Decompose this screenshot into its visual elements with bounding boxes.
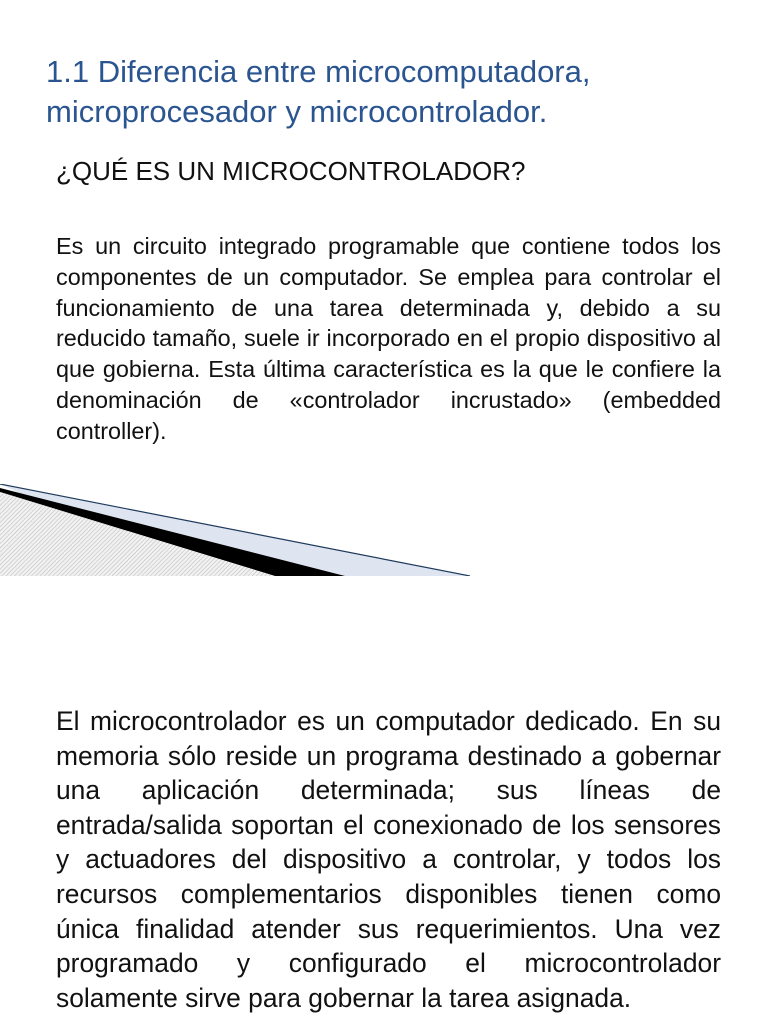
slide-2 [0, 576, 768, 1024]
decorative-swoosh [0, 484, 470, 576]
definition-paragraph: Es un circuito integrado programable que contiene todos los componentes de un computador. Se emplea para controlar el funcionamiento de una tarea determinada y, debido a su reducido tamaño, suele ir incorporado en el propio dispositivo al que gobierna. Esta última característica es la que le confiere la denominación de «controlador incrustado» (embedded controller). [56, 233, 721, 444]
description-paragraph: El microcontrolador es un computador dedicado. En su memoria sólo reside un programa destinado a gobernar una aplicación determinada; sus líneas de entrada/salida soportan el conexionado de los sensores y actuadores del dispositivo a controlar, y todos los recursos complementarios disponibles tienen como única finalidad atender sus requerimientos. Una vez programado y configurado el microcontrolador solamente sirve para gobernar la tarea asignada. [56, 706, 721, 1013]
slide-title: 1.1 Diferencia entre microcomputadora, microprocesador y microcontrolador. [46, 54, 591, 129]
section-heading: ¿QUÉ ES UN MICROCONTROLADOR? [56, 156, 526, 186]
